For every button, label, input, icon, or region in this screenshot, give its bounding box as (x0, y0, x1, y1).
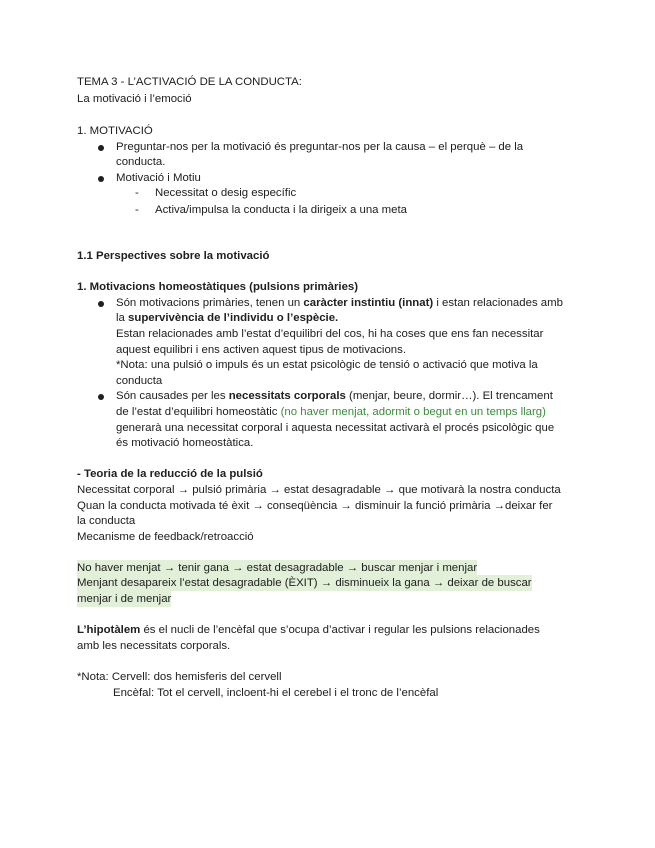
bullet-text: Són motivacions primàries, tenen un caràcter instintiu (innat) i estan relacionades amb (116, 297, 563, 309)
hypothalamus-paragraph: L’hipotàlem és el nucli de l’encèfal que s’ocupa d’activar i regular les pulsions relacionades (77, 624, 540, 636)
bullet-icon (98, 394, 104, 400)
subsection-heading-homeostatic: 1. Motivacions homeostàtiques (pulsions primàries) (77, 281, 359, 293)
theory-line: la conducta (77, 515, 136, 527)
bullet-text-cont: conducta. (116, 156, 166, 168)
note-line: *Nota: Cervell: dos hemisferis del cervell (77, 671, 282, 683)
bullet-text: Motivació i Motiu (116, 172, 201, 184)
theory-line: Mecanisme de feedback/retroacció (77, 531, 254, 543)
bullet-text: Preguntar-nos per la motivació és preguntar-nos per la causa – el perquè – de la (116, 141, 524, 153)
bullet-text-cont: conducta (116, 375, 163, 387)
bullet-text-cont: generarà una necessitat corporal i aquesta necessitat activarà el procés psicològic que (116, 422, 555, 434)
bullet-text: Són causades per les necessitats corporals (menjar, beure, dormir…). El trencament (116, 390, 553, 402)
section-heading-perspectives: 1.1 Perspectives sobre la motivació (77, 250, 270, 262)
highlighted-example: menjar i de menjar (77, 593, 172, 605)
bullet-text-cont: la supervivència de l’individu o l’espècie. (116, 312, 339, 324)
note-line: Encèfal: Tot el cervell, incloent-hi el cerebel i el tronc de l’encèfal (113, 687, 439, 699)
hypothalamus-paragraph-cont: amb les necessitats corporals. (77, 640, 231, 652)
theory-line: Quan la conducta motivada té èxit → conseqüència → disminuir la funció primària →deixar fer (77, 500, 553, 512)
document-title: TEMA 3 - L’ACTIVACIÓ DE LA CONDUCTA: (77, 76, 302, 88)
bullet-icon (98, 301, 104, 307)
sub-bullet-text: Activa/impulsa la conducta i la dirigeix a una meta (155, 204, 407, 216)
highlighted-example: No haver menjat → tenir gana → estat desagradable → buscar menjar i menjar (77, 562, 478, 574)
dash-icon: - (135, 187, 139, 199)
sub-bullet-text: Necessitat o desig específic (155, 187, 297, 199)
document-subtitle: La motivació i l’emoció (77, 93, 192, 105)
section-heading-motivacio: 1. MOTIVACIÓ (77, 125, 153, 137)
bullet-text-cont: aquest equilibri i ens activen aquest tipus de motivacions. (116, 344, 406, 356)
bullet-text-cont: *Nota: una pulsió o impuls és un estat psicològic de tensió o activació que motiva la (116, 359, 538, 371)
dash-icon: - (135, 204, 139, 216)
bullet-text-cont: de l’estat d’equilibri homeostàtic (no haver menjat, adormit o begut en un temps llarg) (116, 406, 546, 418)
bullet-text-cont: és motivació homeostàtica. (116, 437, 254, 449)
theory-heading: - Teoria de la reducció de la pulsió (77, 468, 263, 480)
bullet-icon (98, 176, 104, 182)
bullet-text-cont: Estan relacionades amb l’estat d’equilibri del cos, hi ha coses que ens fan necessitar (116, 328, 544, 340)
highlighted-example: Menjant desapareix l’estat desagradable (ÈXIT) → disminueix la gana → deixar de buscar (77, 577, 532, 589)
theory-line: Necessitat corporal → pulsió primària → estat desagradable → que motivarà la nostra conducta (77, 484, 561, 496)
bullet-icon (98, 145, 104, 151)
